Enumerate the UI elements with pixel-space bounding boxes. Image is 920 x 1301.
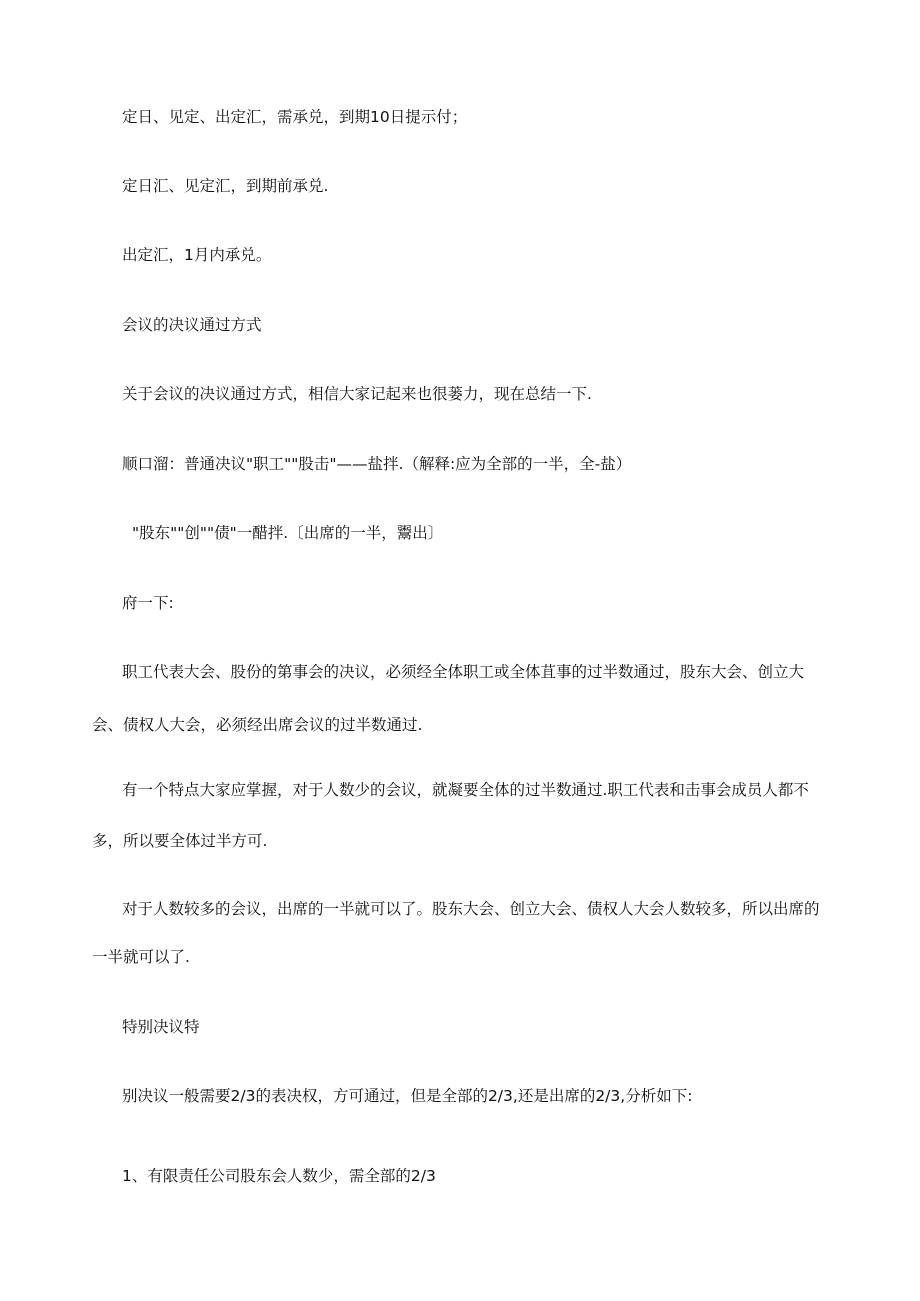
- paragraph-line: 一半就可以了.: [92, 948, 190, 966]
- paragraph-line: 顺口溜：普通决议"职工""股击"——盐拌.（解释:应为全部的一半，全-盐）: [122, 455, 632, 473]
- section-heading: 会议的决议通过方式: [122, 316, 262, 334]
- paragraph-line: 职工代表大会、股份的第事会的决议，必须经全体职工或全体苴事的过半数通过，股东大会、创立大: [122, 663, 805, 681]
- paragraph-line: 定日汇、见定汇，到期前承兑.: [122, 177, 329, 195]
- paragraph-line: 府一下:: [122, 594, 174, 612]
- paragraph-line: 关于会议的决议通过方式，相信大家记起来也很蒌力，现在总结一下.: [122, 385, 592, 403]
- section-heading: 特别决议特: [122, 1018, 200, 1036]
- paragraph-line: 定日、见定、出定汇，需承兑，到期10日提示付；: [122, 108, 468, 126]
- paragraph-line: 别决议一般需要2/3的表决权，方可通过，但是全部的2/3,还是出席的2/3,分析如下:: [122, 1087, 693, 1105]
- list-item: 1、有限责任公司股东会人数少，需全部的2/3: [122, 1167, 436, 1185]
- paragraph-line: 会、债权人大会，必须经出席会议的过半数通过.: [92, 716, 423, 734]
- paragraph-line: 多，所以要全体过半方可.: [92, 832, 268, 850]
- paragraph-line: "股东""创""债"一醋拌.〔出席的一半，鬻出〕: [132, 524, 444, 542]
- paragraph-line: 出定汇，1月内承兑。: [122, 246, 272, 264]
- paragraph-line: 有一个特点大家应掌握，对于人数少的会议，就凝要全体的过半数通过.职工代表和击事会成员人都不: [122, 781, 809, 799]
- paragraph-line: 对于人数较多的会议，出席的一半就可以了。股东大会、创立大会、债权人大会人数较多，所以出席的: [122, 900, 820, 918]
